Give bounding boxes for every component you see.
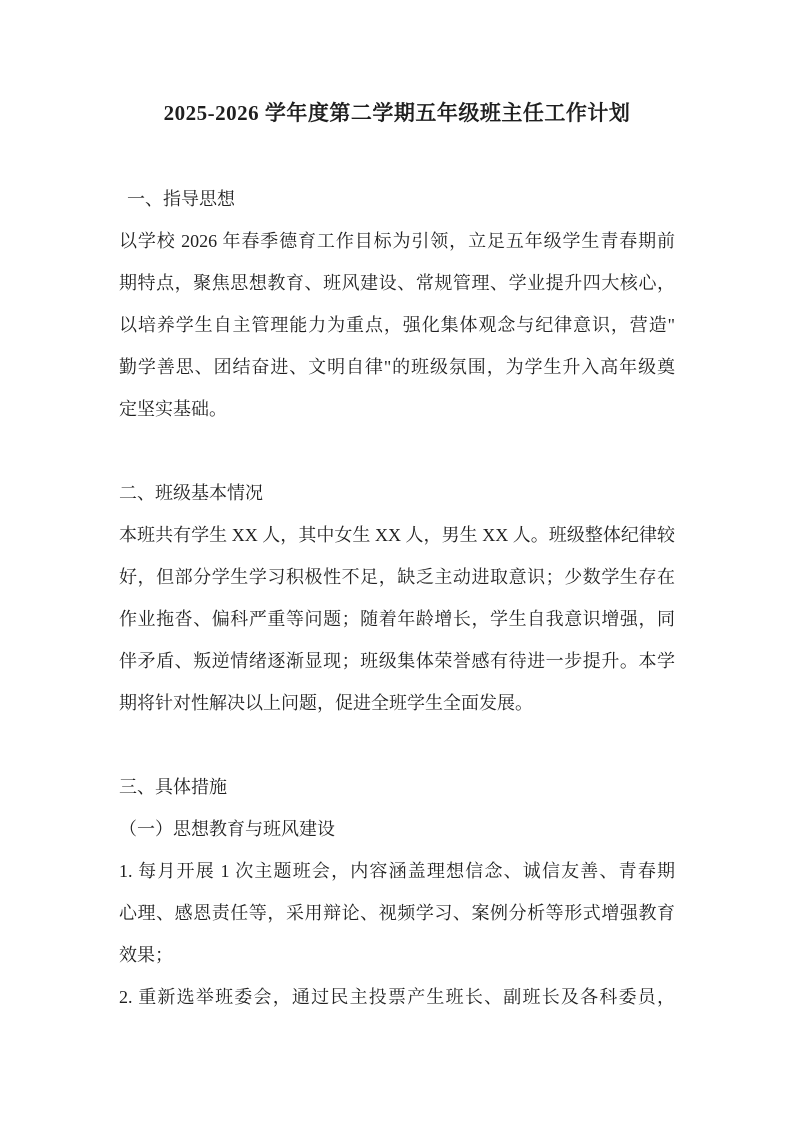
document-title: 2025-2026 学年度第二学期五年级班主任工作计划 (163, 101, 631, 125)
text-line: 勤学善思、团结奋进、文明自律"的班级氛围，为学生升入高年级奠 (119, 357, 675, 377)
text-line: 好，但部分学生学习积极性不足，缺乏主动进取意识；少数学生存在 (119, 567, 675, 587)
text-line: 定坚实基础。 (119, 399, 227, 419)
text-line: 作业拖沓、偏科严重等问题；随着年龄增长，学生自我意识增强，同 (119, 609, 675, 629)
section2-heading: 二、班级基本情况 (119, 483, 263, 503)
section3-item1-paragraph (119, 850, 675, 976)
text-line: 以培养学生自主管理能力为重点，强化集体观念与纪律意识，营造" (119, 315, 675, 335)
text-line: 1. 每月开展 1 次主题班会，内容涵盖理想信念、诚信友善、青春期 (119, 861, 675, 881)
section3-subheading: （一）思想教育与班风建设 (119, 819, 335, 839)
section-concrete-measures (119, 766, 675, 1018)
text-line: 心理、感恩责任等，采用辩论、视频学习、案例分析等形式增强教育 (119, 903, 675, 923)
text-line: 本班共有学生 XX 人，其中女生 XX 人，男生 XX 人。班级整体纪律较 (119, 525, 675, 545)
section-class-situation (119, 472, 675, 724)
text-line: 以学校 2026 年春季德育工作目标为引领，立足五年级学生青春期前 (119, 231, 675, 251)
text-line: 伴矛盾、叛逆情绪逐渐显现；班级集体荣誉感有待进一步提升。本学 (119, 651, 675, 671)
section3-heading: 三、具体措施 (119, 777, 227, 797)
text-line: 期将针对性解决以上问题，促进全班学生全面发展。 (119, 693, 533, 713)
section3-item2-paragraph (119, 976, 675, 1018)
text-line: 期特点，聚焦思想教育、班风建设、常规管理、学业提升四大核心， (119, 273, 675, 293)
section1-paragraph (119, 220, 675, 430)
section-guiding-ideology (119, 178, 675, 430)
section1-heading: 一、指导思想 (127, 189, 235, 209)
section2-paragraph (119, 514, 675, 724)
text-line: 效果； (119, 945, 173, 965)
text-line: 2. 重新选举班委会，通过民主投票产生班长、副班长及各科委员， (119, 987, 675, 1007)
